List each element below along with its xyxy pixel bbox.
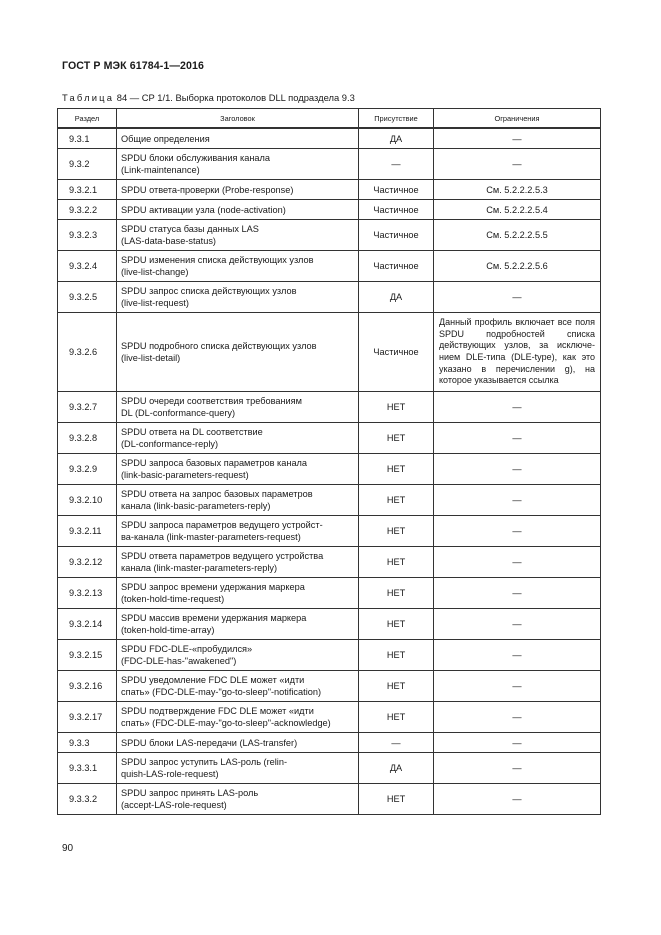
title-line: SPDU запрос списка действующих узлов <box>121 286 297 296</box>
header-presence: Присутствие <box>359 109 434 129</box>
section-cell: 9.3.2.13 <box>58 578 117 609</box>
constraints-cell: — <box>434 671 601 702</box>
table-caption-prefix: Таблица <box>62 92 115 103</box>
section-cell: 9.3.3.1 <box>58 753 117 784</box>
title-cell <box>117 313 359 392</box>
table-row <box>58 578 601 609</box>
presence-cell: НЕТ <box>359 671 434 702</box>
presence-cell: — <box>359 733 434 753</box>
constraints-cell: — <box>434 149 601 180</box>
title-cell <box>117 180 359 200</box>
table-row <box>58 784 601 815</box>
table-header-row <box>58 109 601 129</box>
title-line: SPDU уведомление FDC DLE может «идти <box>121 675 305 685</box>
table-row <box>58 547 601 578</box>
constraints-cell: — <box>434 640 601 671</box>
title-line: (live-list-request) <box>121 298 189 308</box>
title-line: спать» (FDC-DLE-may-"go-to-sleep"-notification) <box>121 687 322 697</box>
page-number: 90 <box>62 843 74 854</box>
table-row <box>58 516 601 547</box>
presence-cell: НЕТ <box>359 423 434 454</box>
title-line: SPDU очереди соответствия требованиям <box>121 396 302 406</box>
constraints-cell: — <box>434 128 601 149</box>
table-row <box>58 149 601 180</box>
constraints-cell: См. 5.2.2.2.5.4 <box>434 200 601 220</box>
title-cell <box>117 640 359 671</box>
title-line: (link-basic-parameters-request) <box>121 470 249 480</box>
presence-cell: Частичное <box>359 251 434 282</box>
section-cell: 9.3.2.10 <box>58 485 117 516</box>
presence-cell: Частичное <box>359 313 434 392</box>
constraints-cell: См. 5.2.2.2.5.3 <box>434 180 601 200</box>
title-line: SPDU подтверждение FDC DLE может «идти <box>121 706 314 716</box>
presence-cell: НЕТ <box>359 392 434 423</box>
title-cell <box>117 392 359 423</box>
section-cell: 9.3.2.5 <box>58 282 117 313</box>
table-row <box>58 454 601 485</box>
title-line: SPDU ответа на DL соответствие <box>121 427 263 437</box>
table-row <box>58 313 601 392</box>
title-line: (live-list-change) <box>121 267 189 277</box>
title-line: SPDU статуса базы данных LAS <box>121 224 259 234</box>
section-cell: 9.3.2 <box>58 149 117 180</box>
section-cell: 9.3.1 <box>58 128 117 149</box>
constraints-cell: — <box>434 282 601 313</box>
constraints-cell: — <box>434 753 601 784</box>
presence-cell: ДА <box>359 753 434 784</box>
table-row <box>58 671 601 702</box>
title-cell <box>117 251 359 282</box>
constraints-cell: — <box>434 784 601 815</box>
constraints-cell: — <box>434 547 601 578</box>
table-row <box>58 640 601 671</box>
header-constraints: Ограничения <box>434 109 601 129</box>
title-cell <box>117 149 359 180</box>
title-cell <box>117 220 359 251</box>
presence-cell: НЕТ <box>359 609 434 640</box>
title-line: канала (link-master-parameters-reply) <box>121 563 278 573</box>
presence-cell: НЕТ <box>359 454 434 485</box>
title-cell <box>117 547 359 578</box>
table-row <box>58 282 601 313</box>
constraints-cell: — <box>434 733 601 753</box>
constraints-cell: — <box>434 423 601 454</box>
presence-cell: ДА <box>359 282 434 313</box>
presence-cell: НЕТ <box>359 640 434 671</box>
title-cell <box>117 423 359 454</box>
title-cell <box>117 702 359 733</box>
title-line: (token-hold-time-array) <box>121 625 215 635</box>
table-row <box>58 702 601 733</box>
title-line: DL (DL-conformance-query) <box>121 408 236 418</box>
section-cell: 9.3.2.7 <box>58 392 117 423</box>
table-row <box>58 733 601 753</box>
title-line: (accept-LAS-role-request) <box>121 800 227 810</box>
table-row <box>58 392 601 423</box>
title-line: SPDU изменения списка действующих узлов <box>121 255 314 265</box>
title-line: ва-канала (link-master-parameters-request) <box>121 532 301 542</box>
title-cell <box>117 282 359 313</box>
table-row <box>58 251 601 282</box>
constraints-cell: — <box>434 702 601 733</box>
table-row <box>58 609 601 640</box>
section-cell: 9.3.2.3 <box>58 220 117 251</box>
presence-cell: — <box>359 149 434 180</box>
section-cell: 9.3.2.1 <box>58 180 117 200</box>
table-caption-text: 84 — CP 1/1. Выборка протоколов DLL подраздела 9.3 <box>114 92 355 103</box>
title-line: (Link-maintenance) <box>121 165 200 175</box>
presence-cell: НЕТ <box>359 516 434 547</box>
table-row <box>58 220 601 251</box>
constraints-cell: — <box>434 454 601 485</box>
section-cell: 9.3.2.16 <box>58 671 117 702</box>
table-row <box>58 200 601 220</box>
section-cell: 9.3.2.11 <box>58 516 117 547</box>
presence-cell: НЕТ <box>359 702 434 733</box>
title-line: канала (link-basic-parameters-reply) <box>121 501 271 511</box>
title-line: (token-hold-time-request) <box>121 594 225 604</box>
title-line: Общие определения <box>121 133 210 144</box>
section-cell: 9.3.2.4 <box>58 251 117 282</box>
presence-cell: Частичное <box>359 180 434 200</box>
title-cell <box>117 454 359 485</box>
dll-protocol-table <box>57 108 601 815</box>
section-cell: 9.3.2.17 <box>58 702 117 733</box>
presence-cell: Частичное <box>359 200 434 220</box>
table-row <box>58 180 601 200</box>
title-cell <box>117 784 359 815</box>
section-cell: 9.3.2.9 <box>58 454 117 485</box>
presence-cell: НЕТ <box>359 547 434 578</box>
title-line: SPDU блоки обслуживания канала <box>121 153 271 163</box>
presence-cell: НЕТ <box>359 578 434 609</box>
constraints-cell: См. 5.2.2.2.5.6 <box>434 251 601 282</box>
section-cell: 9.3.2.15 <box>58 640 117 671</box>
title-cell <box>117 578 359 609</box>
title-cell <box>117 609 359 640</box>
section-cell: 9.3.3.2 <box>58 784 117 815</box>
constraints-cell: — <box>434 578 601 609</box>
title-line: спать» (FDC-DLE-may-"go-to-sleep"-acknowledge) <box>121 718 331 728</box>
section-cell: 9.3.2.2 <box>58 200 117 220</box>
header-title: Заголовок <box>117 109 359 129</box>
section-cell: 9.3.2.8 <box>58 423 117 454</box>
section-cell: 9.3.3 <box>58 733 117 753</box>
header-section: Раздел <box>58 109 117 129</box>
title-line: SPDU активации узла (node-activation) <box>121 204 286 215</box>
title-line: SPDU ответа-проверки (Probe-response) <box>121 184 294 195</box>
title-cell <box>117 128 359 149</box>
constraints-cell: — <box>434 485 601 516</box>
title-line: SPDU запрос времени удержания маркера <box>121 582 305 592</box>
section-cell: 9.3.2.12 <box>58 547 117 578</box>
title-line: (LAS-data-base-status) <box>121 236 216 246</box>
constraints-cell: — <box>434 392 601 423</box>
title-line: (DL-conformance-reply) <box>121 439 219 449</box>
title-line: SPDU FDC-DLE-«пробудился» <box>121 644 253 654</box>
title-line: SPDU запрос уступить LAS-роль (relin- <box>121 757 288 767</box>
section-cell: 9.3.2.6 <box>58 313 117 392</box>
title-line: (live-list-detail) <box>121 353 181 363</box>
title-line: SPDU запрос принять LAS-роль <box>121 788 259 798</box>
table-row <box>58 753 601 784</box>
title-line: (FDC-DLE-has-"awakened") <box>121 656 237 666</box>
title-line: quish-LAS-role-request) <box>121 769 219 779</box>
title-line: SPDU блоки LAS-передачи (LAS-transfer) <box>121 737 298 748</box>
constraints-cell: — <box>434 609 601 640</box>
title-line: SPDU ответа параметров ведущего устройства <box>121 551 324 561</box>
presence-cell: НЕТ <box>359 784 434 815</box>
table-row <box>58 423 601 454</box>
constraints-cell: — <box>434 516 601 547</box>
presence-cell: ДА <box>359 128 434 149</box>
presence-cell: НЕТ <box>359 485 434 516</box>
title-line: SPDU ответа на запрос базовых параметров <box>121 489 313 499</box>
table-row <box>58 485 601 516</box>
title-cell <box>117 200 359 220</box>
table-caption <box>62 92 355 103</box>
title-line: SPDU подробного списка действующих узлов <box>121 341 317 351</box>
section-cell: 9.3.2.14 <box>58 609 117 640</box>
presence-cell: Частичное <box>359 220 434 251</box>
title-cell <box>117 516 359 547</box>
table-row <box>58 128 601 149</box>
title-cell <box>117 753 359 784</box>
constraints-cell: Данный профиль включает все поля SPDU подробностей списка действующих узлов, за исключе-нием DLE-типа (DLE-type), как это указано в перечислении g), на которое указывается ссылка <box>434 313 601 392</box>
title-cell <box>117 733 359 753</box>
title-line: SPDU запроса параметров ведущего устройст- <box>121 520 323 530</box>
title-line: SPDU массив времени удержания маркера <box>121 613 307 623</box>
document-standard-id: ГОСТ Р МЭК 61784-1—2016 <box>62 60 205 72</box>
title-line: SPDU запроса базовых параметров канала <box>121 458 308 468</box>
constraints-cell: См. 5.2.2.2.5.5 <box>434 220 601 251</box>
title-cell <box>117 485 359 516</box>
title-cell <box>117 671 359 702</box>
